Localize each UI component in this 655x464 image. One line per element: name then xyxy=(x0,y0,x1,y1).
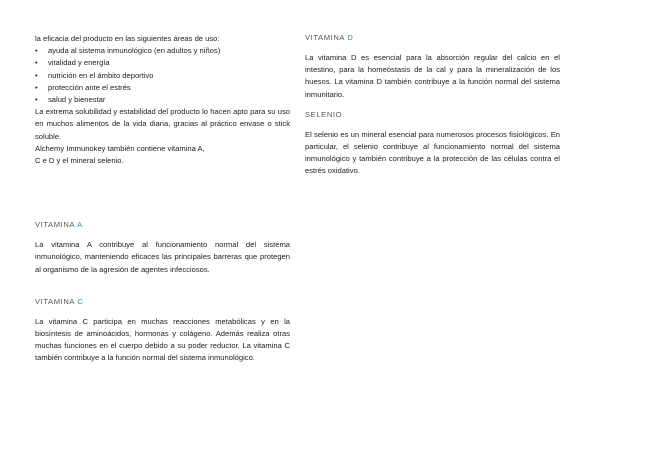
solubility-text: La extrema solubilidad y estabilidad del producto lo hacen apto para su uso en muchos alimentos de la vida diaria, gracias al práctico envase o stick soluble. xyxy=(35,107,290,141)
vitamin-a-heading-prefix: VITAMINA xyxy=(35,220,77,230)
selenium-section xyxy=(305,110,560,178)
vitamin-d-section xyxy=(305,33,560,101)
intro-text: la eficacia del producto en las siguientes áreas de uso: xyxy=(35,34,220,43)
vitamin-d-heading xyxy=(305,33,560,43)
vitamin-a-text: La vitamina A contribuye al funcionamiento normal del sistema inmunológico, manteniendo eficaces las principales barreras que protegen al organismo de la agresión de agentes infecciosos. xyxy=(35,240,290,274)
vitamin-c-text: La vitamina C participa en muchas reacciones metabólicas y en la biosíntesis de aminoácidos, hormonas y colágeno. Además realiza otras muchas funciones en el cuerpo debido a su poder reductor. La vitamina C también contribuye a la función normal del sistema inmunológico. xyxy=(35,316,290,363)
contains-text-line2: C e D y el mineral selenio. xyxy=(35,156,124,166)
list-item: • salud y bienestar xyxy=(35,94,290,106)
left-column xyxy=(35,33,290,365)
list-item: • vitalidad y energía xyxy=(35,57,290,69)
selenium-heading: SELENIO xyxy=(305,109,343,119)
vitamin-a-section xyxy=(35,220,290,276)
vitamin-c-heading-letter: C xyxy=(77,296,84,306)
vitamin-d-heading-prefix: VITAMINA xyxy=(305,33,348,42)
list-item: • ayuda al sistema inmunológico (en adultos y niños) xyxy=(35,45,290,57)
right-column xyxy=(305,33,560,178)
selenium-text: El selenio es un mineral esencial para numerosos procesos fisiológicos. En particular, el selenio contribuye al funcionamiento normal del sistema inmunológico y también contribuye a la protección de las células contra el estrés oxidativo. xyxy=(305,129,560,176)
list-item: • protección ante el estrés xyxy=(35,82,290,94)
vitamin-c-heading xyxy=(35,297,290,307)
uses-list xyxy=(35,45,290,106)
vitamin-c-section xyxy=(35,297,290,365)
vitamin-a-heading xyxy=(35,220,290,230)
vitamin-d-heading-letter: D xyxy=(347,33,354,42)
vitamin-c-heading-prefix: VITAMINA xyxy=(35,296,78,306)
vitamin-d-text: La vitamina D es esencial para la absorción regular del calcio en el intestino, para la homeóstasis de la cal y para la mineralización de los huesos. La vitamina D también contribuye a la función normal del sistema inmunitario. xyxy=(305,53,560,99)
list-item: • nutrición en el ámbito deportivo xyxy=(35,70,290,82)
vitamin-a-heading-letter: A xyxy=(76,220,83,230)
contains-text-line1: Alchemy Immunokey también contiene vitamina A, xyxy=(35,143,205,153)
